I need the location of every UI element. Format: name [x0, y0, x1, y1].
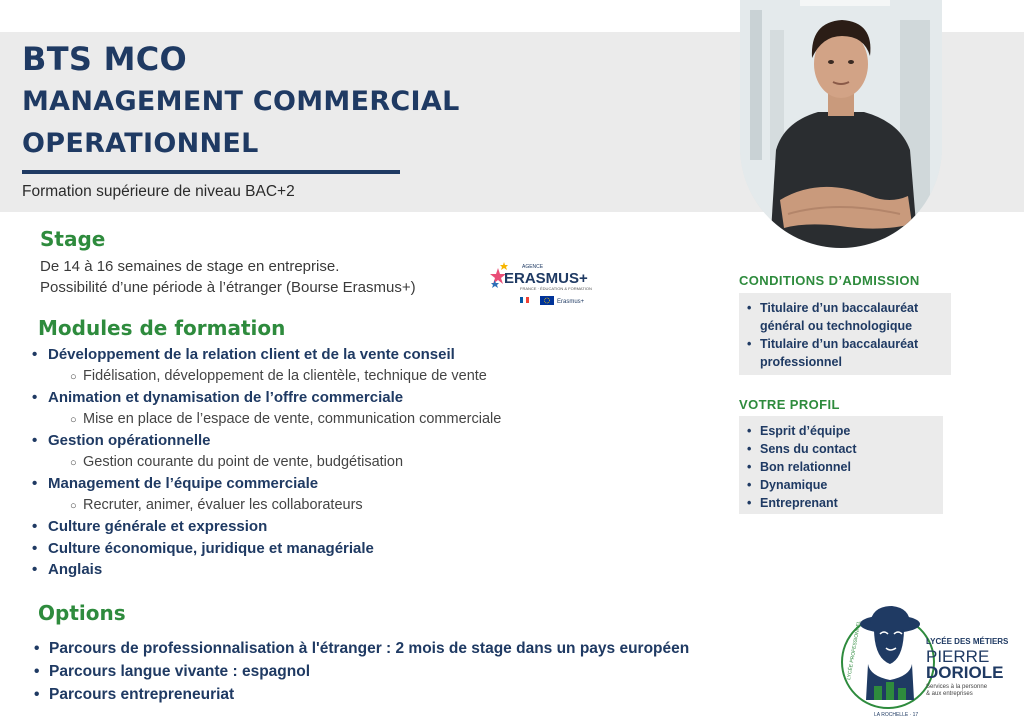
options-list: [34, 637, 689, 706]
profil-item: • Dynamique: [747, 478, 828, 492]
profil-item: • Sens du contact: [747, 442, 857, 456]
stage-abroad: Possibilité d’une période à l’étranger (Bourse Erasmus+): [40, 279, 416, 296]
eu-flag-icon: [540, 296, 554, 305]
conditions-heading: CONDITIONS D’ADMISSION: [739, 273, 920, 288]
profil-heading: VOTRE PROFIL: [739, 397, 840, 412]
logo-line3: DORIOLE: [926, 663, 1004, 682]
profil-item: • Bon relationnel: [747, 460, 851, 474]
subtitle: Formation supérieure de niveau BAC+2: [22, 183, 295, 200]
eu-erasmus-label: Erasmus+: [557, 299, 585, 305]
options-heading: Options: [38, 601, 126, 625]
erasmus-name: ERASMUS+: [504, 270, 588, 287]
page-title-line2: MANAGEMENT COMMERCIAL: [22, 86, 460, 117]
logo-line2: PIERRE: [926, 647, 990, 666]
erasmus-agence: AGENCE: [522, 264, 544, 270]
condition-item: • Titulaire d’un baccalauréat général ou technologique: [747, 301, 919, 333]
module-sub-item: ○ Recruter, animer, évaluer les collaborateurs: [70, 496, 363, 513]
module-item: • Animation et dynamisation de l’offre commerciale: [32, 389, 404, 406]
stage-heading: Stage: [40, 227, 106, 251]
title-underline: [22, 170, 400, 174]
logo-line4: Services à la personne: [926, 684, 988, 690]
modules-list: [32, 344, 672, 581]
module-sub-item: ○ Gestion courante du point de vente, budgétisation: [70, 453, 404, 470]
option-item: • Parcours de professionnalisation à l'étranger : 2 mois de stage dans un pays européen: [34, 640, 690, 657]
module-sub-item: ○ Mise en place de l’espace de vente, communication commerciale: [70, 410, 502, 427]
logo-ring-bottom: LA ROCHELLE · 17: [874, 712, 919, 718]
page-title: BTS MCO: [22, 40, 188, 78]
conditions-box: [739, 293, 951, 375]
module-item: • Anglais: [32, 561, 103, 578]
school-logo: [840, 600, 1024, 724]
erasmus-tagline: FRANCE · ÉDUCATION & FORMATION: [520, 286, 592, 291]
logo-line1: LYCÉE DES MÉTIERS: [926, 637, 1009, 646]
stage-duration: De 14 à 16 semaines de stage en entreprise.: [40, 258, 340, 275]
profil-box: [739, 416, 943, 514]
logo-ring-left: LYCÉE PROFESSIONNEL: [846, 620, 863, 681]
module-item: • Culture générale et expression: [32, 518, 268, 535]
erasmus-logo: [490, 258, 605, 308]
student-photo: [740, 0, 942, 248]
condition-item: • Titulaire d’un baccalauréat professionnel: [747, 337, 919, 369]
option-item: • Parcours entrepreneuriat: [34, 686, 235, 703]
option-item: • Parcours langue vivante : espagnol: [34, 663, 310, 680]
profil-item: • Esprit d’équipe: [747, 424, 851, 438]
page-title-line3: OPERATIONNEL: [22, 128, 259, 159]
logo-line5: & aux entreprises: [926, 691, 973, 697]
module-sub-item: ○ Fidélisation, développement de la clientèle, technique de vente: [70, 367, 487, 384]
module-item: • Management de l’équipe commerciale: [32, 475, 319, 492]
module-item: • Culture économique, juridique et managériale: [32, 539, 374, 557]
profil-item: • Entreprenant: [747, 496, 838, 510]
module-item: • Développement de la relation client et de la vente conseil: [32, 346, 455, 363]
modules-heading: Modules de formation: [38, 316, 286, 340]
module-item: • Gestion opérationnelle: [32, 432, 211, 449]
